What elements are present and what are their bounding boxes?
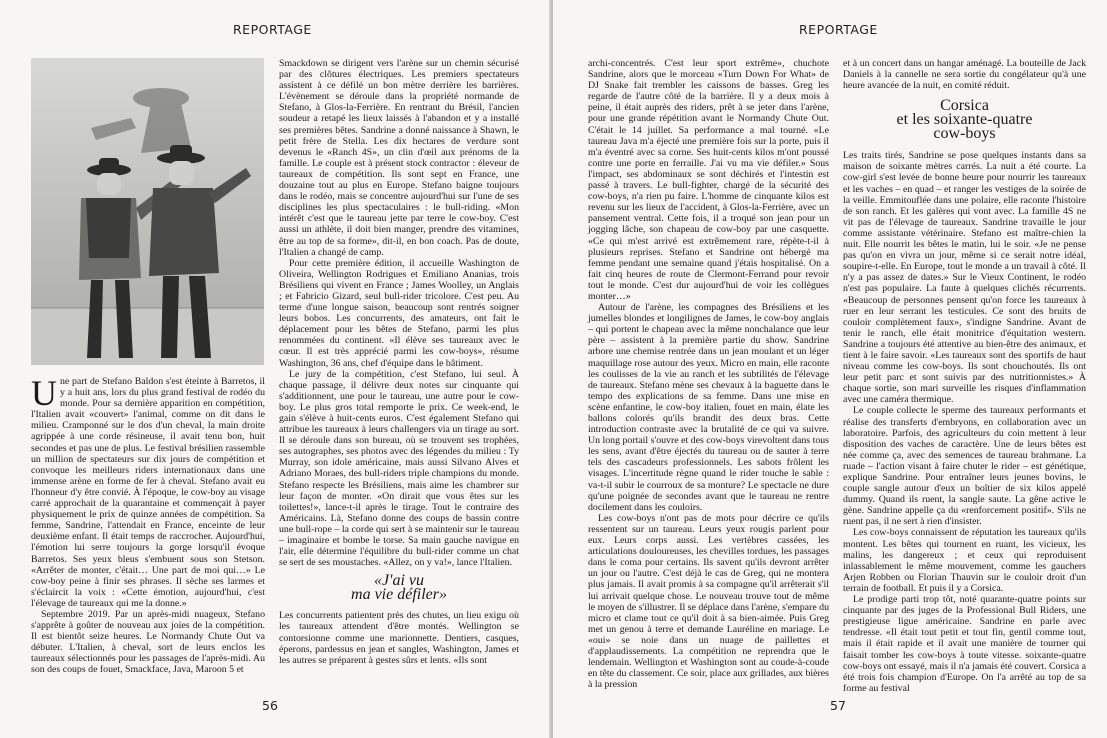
column-2 (279, 58, 519, 666)
paragraph: Le couple collecte le sperme des taureaux performants et réalise des transferts d'embryons, en collaboration avec un laboratoire. Parfois, des agriculteurs du coin mettent à leur disposition des vaches de caractère. Une de leurs bêtes est née comme ça, avec des semences de taureau brahmane. La ruade – l'action visant à faire chuter le rider – est génétique, explique Sandrine. Pour entraîner leurs jeunes bovins, le couple sangle autour d'eux un boîtier de six kilos appelé dummy. Quand ils ruent, la sangle saute. La gêne active le gène. Sandrine appelle ça du «renforcement positif». S'ils ne ruent pas, il ne sert à rien d'insister. (843, 405, 1086, 528)
cowboys-dancing-photo (31, 58, 264, 365)
column-1 (31, 373, 265, 676)
paragraph: archi-concentrés. C'est leur sport extrême», chuchote Sandrine, alors que le morceau «Turn Down For What» de DJ Snake fait trembler les caissons de basses. Greg les regarde de l'autre côté de la barrière. Il y a deux mois à peine, il était auprès des riders, prêt à se jeter dans l'arène, pour une grande répétition avant le Normandy Chute Out. C'était le 14 juillet. Sa performance a mal tourné. «Le taureau Java m'a éjecté une première fois sur la porte, puis il m'a éventré avec sa corne. Ses huit-cents kilos m'ont poussé contre une porte en ferraille. J'ai vu ma vie défiler.» Sous l'impact, ses abdominaux se sont déchirés et l'intestin est passé à travers. Le bull-fighter, chargé de la sécurité des cow-boys, n'a rien pu faire. L'homme de cinquante kilos est revenu sur les lieux de l'accident, à Glos-la-Ferrière, avec un pansement ventral. Cette fois, il a troqué son jean pour un jogging lâche, son chapeau de cow-boy par une casquette. «Ce qui m'est arrivé est extrêmement rare, répète-t-il à plusieurs reprises. Stefano et Sandrine ont hébergé ma femme pendant une semaine quand j'étais hospitalisé. On a fait cinq heures de route de Clermont-Ferrand pour revoir tout le monde. C'est dur aujourd'hui de voir les collègues monter…» (588, 58, 829, 302)
right-page (553, 0, 1107, 738)
paragraph: Les traits tirés, Sandrine se pose quelques instants dans sa maison de soixante mètres carrés. La nuit a été courte. La cow-girl s'est levée de bonne heure pour nourrir les taureaux et les vaches – en quad – et ranger les vestiges de la soirée de la veille. Emmitouflée dans une polaire, elle raconte l'histoire de son ranch. Et les galères qui vont avec. La famille 4S ne vit pas de l'élevage de taureaux. Sandrine travaille le jour comme assistante vétérinaire. Stefano est maître-chien la nuit. Elle nourrit les bêtes le matin, lui le soir. «Je ne pense pas qu'on en vivra un jour, même si ce serait notre idéal, soupire-t-elle. En Europe, tout le monde a un travail à côté. Il n'y a pas assez de dates.» Sur le Vieux Continent, le rodéo n'est pas populaire. La faute à quelques clichés récurrents. «Beaucoup de personnes pensent qu'on force les taureaux à ruer en leur serrant les testicules. Ce sont des bruits de couloir complètement faux», s'indigne Sandrine. Avant de tenir le ranch, elle était monitrice d'équitation western. Sandrine a toujours été attentive au bien-être des animaux, et tient à le faire savoir. «Les taureaux sont des sportifs de haut niveau comme les cow-boys. Ils sont chouchoutés. Ils ont leur petit parc et sont suivis par des nutritionnistes.» À chaque sortie, son mari surveille les risques d'inflammation avec une caméra thermique. (843, 150, 1086, 406)
photo-image (31, 58, 264, 365)
left-page (0, 0, 551, 738)
column-2 (843, 58, 1086, 694)
paragraph: Le jury de la compétition, c'est Stefano, lui seul. À chaque passage, il délivre deux notes sur cinquante qui s'additionnent, une pour le taureau, une autre pour le cow-boy. Le plus gros total remporte le prix. Ce week-end, le gain s'élève à huit-cents euros. C'est également Stefano qui attribue les taureaux à leurs challengers via un tirage au sort. Il se déroule dans son bureau, où se trouvent ses trophées, ses autographes, ses photos avec des légendes du milieu : Ty Murray, son idole américaine, mais aussi Silvano Alves et Adriano Moraes, des bull-riders triple champions du monde. Stefano respecte les Brésiliens, mais aime les chambrer sur leur façon de monter. «On dirait que vous êtes sur les toilettes!», lance-t-il après le tirage. Tout le contraire des Américains. Là, Stefano donne des coups de bassin contre une bull-rope – la corde qui sert à se maintenir sur le taureau – imaginaire et bombe le torse. Sa main gauche navigue en l'air, elle détermine l'équilibre du bull-rider comme un chat se sert de ses moustaches. «Allez, on y va!», lance l'Italien. (279, 368, 519, 569)
drop-cap: U (31, 373, 57, 413)
paragraph: et à un concert dans un hangar aménagé. La bouteille de Jack Daniels à la cannelle ne sera sortie du congélateur qu'à une heure avancée de la nuit, en comité réduit. (843, 58, 1086, 92)
page-number: 56 (262, 698, 278, 713)
paragraph: Pour cette première édition, il accueille Washington de Oliveira, Wellington Rodrigues et Emiliano Ananias, trois Brésiliens qui vivent en France ; James Woolley, un Anglais ; et Fabricio Gizard, seul bull-rider tricolore. C'est peu. Au terme d'une longue saison, beaucoup sont rentrés soigner leurs bobos. Les concurrents, des amateurs, ont fait le déplacement pour les bêtes de Stefano, parmi les plus renommées du continent. «Il élève ses taureaux avec le cœur. Il est très apprécié parmi les cow-boys», résume Washington, 36 ans, chef d'équipe dans le bâtiment. (279, 257, 519, 369)
paragraph: Septembre 2019. Par un après-midi nuageux, Stefano s'apprête à goûter de nouveau aux joies de la compétition. Il est bientôt seize heures. Le Normandy Chute Out va débuter. L'Italien, à cheval, sort de leurs enclos les taureaux sélectionnés pour les passages de l'après-midi. Au son des coups de fouet, Smackface, Java, Maroon 5 et (31, 608, 265, 676)
running-header: REPORTAGE (233, 22, 312, 37)
column-1 (588, 58, 829, 691)
running-header: REPORTAGE (799, 22, 878, 37)
paragraph: Les cow-boys n'ont pas de mots pour décrire ce qu'ils ressentent sur un taureau. Leurs yeux rougis parlent pour eux. Leurs corps aussi. Les vertèbres cassées, les articulations douloureuses, les chevilles tordues, les passages dans le coma pour certains. Ils savent qu'ils devront arrêter un jour ou l'autre. C'est déjà le cas de Greg, qui ne montera plus jamais. Il avait promis à sa compagne qu'il arrêterait s'il lui arrivait quelque chose. Le nouveau trouve tout de même le moyen de s'illustrer. Il se déplace dans l'arène, s'empare du micro et clame tout ce qu'il doit à sa bien-aimée. Puis Greg met un genou à terre et demande Lauréline en mariage. Le «oui» se noie dans un nuage de paillettes et d'applaudissements. La compétition ne reprendra que le lendemain. Wellington et Washington sont au coude-à-coude en tête du classement. Ce soir, place aux grillades, aux bières à la pression (588, 512, 829, 691)
paragraph: Une part de Stefano Baldon s'est éteinte à Barretos, il y a huit ans, lors du plus grand festival de rodéo du monde. Pour sa dernière apparition en compétition, l'Italien avait «couvert» l'animal, comme on dit dans le milieu. Cramponné sur le dos d'un cheval, la main droite agrippée à une corde résineuse, il avait tenu bon, huit secondes et pas une de plus. Le festival brésilien rassemble un million de spectateurs sur dix jours de compétition et convoque les meilleurs riders internationaux dans une immense arène en forme de fer à cheval. Stefano avait eu l'honneur d'y être convié. À l'époque, le cow-boy au visage carré approchait de la quarantaine et commençait à payer physiquement le prix de quinze années de compétition. Sa femme, Sandrine, l'attendait en France, enceinte de leur deuxième enfant. Il était temps de raccrocher. Aujourd'hui, l'émotion lui serre toujours la gorge lorsqu'il évoque Barretos. Ses yeux bleus s'embuent sous son Stetson. «Arrêter de monter, c'était… Une part de moi qui…» Le cow-boy peine à finir ses phrases. Il sèche ses larmes et s'éclaircit la voix : «Cette émotion, aujourd'hui, c'est l'élevage de taureaux qui me la donne.» (31, 373, 265, 609)
paragraph: Smackdown se dirigent vers l'arène sur un chemin sécurisé par des clôtures électriques. Les premiers spectateurs assistent à ce défilé un bon mètre derrière les barrières. L'évènement se déroule dans la propriété normande de Stefano, à Glos-la-Ferrière. En rentrant du Brésil, l'ancien soudeur a retapé les lieux laissés à l'abandon et y a installé ses premières bêtes. Sandrine a donné naissance à Shawn, le petit frère de Stella. Les dix hectares de verdure sont devenus le «Ranch 4S», un clin d'œil aux prénoms de la famille. Le couple est à présent stock contractor : éleveur de taureaux de compétition. Ils sont sept en France, une douzaine tout au plus en Europe. Stefano baigne toujours dans le rodéo, mais se concentre aujourd'hui sur l'une de ses disciplines les plus spectaculaires : le bull-riding. «Mon intérêt c'est que le taureau jette par terre le cow-boy. C'est aussi un athlète, il doit bien manger, prendre des vitamines, être au top de sa forme», dit-il, en bon coach. Pas de doute, l'Italien a changé de camp. (279, 58, 519, 258)
page-number: 57 (830, 698, 846, 713)
section-subhead: Corsica et les soixante-quatre cow-boys (896, 97, 1033, 143)
paragraph: Les concurrents patientent près des chutes, un lieu exigu où les taureaux attendent d'être montés. Wellington se contorsionne comme une marionnette. Dentiers, casques, éperons, pardessus en jean et sangles, Washington, James et les autres se préparent à gestes sûrs et lents. «Ils sont (279, 610, 519, 666)
pull-quote: «J'ai vu ma vie défiler» (351, 572, 447, 604)
paragraph: Les cow-boys connaissent de réputation les taureaux qu'ils montent. Les bêtes qui tournent en ruant, les vicieux, les malins, les dangereux ; et ceux qui reproduisent inlassablement le même mouvement, comme les gauchers Arjen Robben ou Florian Thauvin sur le couloir droit d'un terrain de football. Et puis il y a Corsica. (843, 527, 1086, 594)
paragraph: Le prodige parti trop tôt, noté quarante-quatre points sur cinquante par des juges de la Professional Bull Riders, une prestigieuse ligue américaine. Sandrine en parle avec tendresse. «Il était tout petit et tout fin, gentil comme tout, mais il était rapide et il avait une manière de tourner qui faisait tomber les cow-boys à toute vitesse. soixante-quatre cow-boys ont essayé, mais il n'a jamais été couvert. Corsica a été trois fois champion d'Europe. On l'a arrêté au top de sa forme au festival (843, 594, 1086, 694)
paragraph: Autour de l'arène, les compagnes des Brésiliens et les jumelles blondes et longilignes de James, le cow-boy anglais – qui portent le chapeau avec la même nonchalance que leur père – assistent à la première partie du show. Sandrine arbore une chemise rentrée dans un jean moulant et un léger maquillage rose autour des yeux. Micro en main, elle raconte les coulisses de la vie au ranch et les subtilités de l'élevage de taureaux. Stefano mène ses chevaux à la baguette dans le tempo des explications de sa femme. Dans une mise en scène enfantine, le cow-boy italien, fouet en main, élate les ballons colorés qu'ils brandit des deux bras. Cette introduction contraste avec la brutalité de ce qui va suivre. Un long portail s'ouvre et des cow-boys virevoltent dans tous les sens, avant d'être éjectés du taureau ou de sauter à terre tels des cascadeurs professionnels. Les sabots frôlent les visages. L'incertitude règne quand le rider touche le sable : va-t-il subir le courroux de sa monture? Le spectacle ne dure qu'une poignée de secondes avant que le taureau ne rentre docilement dans les couloirs. (588, 302, 829, 513)
